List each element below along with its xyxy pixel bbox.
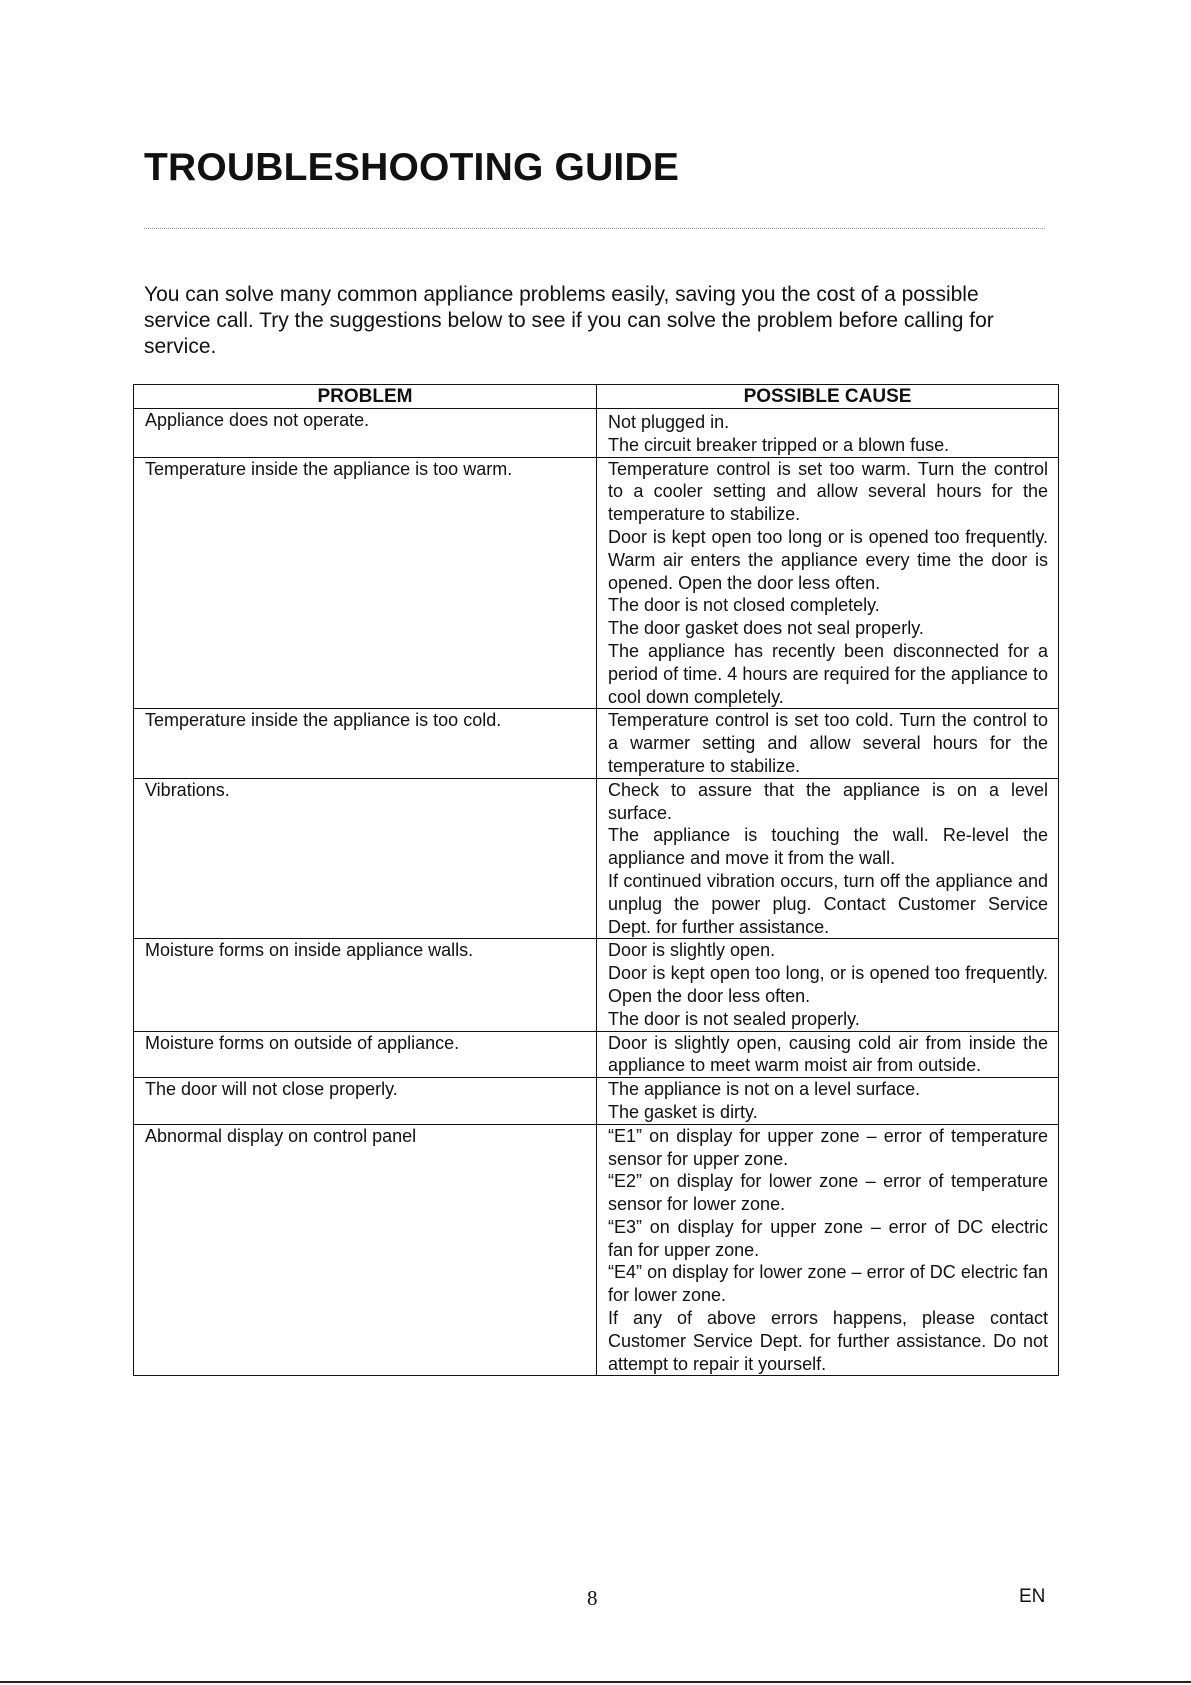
cause-cell [597,778,1059,939]
cause-line: “E3” on display for upper zone – error of DC electric fan for upper zone. [608,1216,1048,1260]
table-row [134,939,1059,1031]
cause-cell [597,709,1059,778]
cause-cell [597,457,1059,709]
cause-line: The door is not closed completely. [608,595,880,616]
header-problem: PROBLEM [134,385,597,409]
cause-line: “E2” on display for lower zone – error of temperature sensor for lower zone. [608,1171,1048,1215]
cause-line: The appliance is touching the wall. Re-level the appliance and move it from the wall. [608,825,1048,869]
problem-cell: Moisture forms on inside appliance walls. [134,939,597,1031]
cause-cell [597,1124,1059,1376]
cause-line: If any of above errors happens, please contact Customer Service Dept. for further assistance. Do not attempt to repair it yourself. [608,1308,1048,1374]
cause-cell [597,409,1059,458]
cause-line: Door is slightly open. [608,940,776,961]
bottom-border [0,1681,1191,1683]
cause-cell [597,1078,1059,1125]
cause-line: The appliance is not on a level surface. [608,1079,921,1100]
table-row [134,709,1059,778]
table-row [134,1078,1059,1125]
cause-line: “E4” on display for lower zone – error of DC electric fan for lower zone. [608,1262,1048,1306]
cause-line: The door gasket does not seal properly. [608,618,924,639]
cause-line: Temperature control is set too warm. Turn the control to a cooler setting and allow several hours for the temperature to stabilize. [608,458,1048,525]
page-number: 8 [587,1586,598,1610]
cause-line: The circuit breaker tripped or a blown fuse. [608,434,950,455]
intro-paragraph: You can solve many common appliance problems easily, saving you the cost of a possible service call. Try the suggestions below to see if you can solve the problem before calling for service. [144,283,994,358]
troubleshooting-table [133,384,1059,1376]
problem-cell: Temperature inside the appliance is too cold. [134,709,597,778]
table-row [134,409,1059,458]
problem-cell: Vibrations. [134,778,597,939]
cause-line: If continued vibration occurs, turn off the appliance and unplug the power plug. Contact Customer Service Dept. for further assistance. [608,870,1048,937]
cause-line: The appliance has recently been disconnected for a period of time. 4 hours are required for the appliance to cool down completely. [608,640,1048,707]
cause-line: Temperature control is set too cold. Turn the control to a warmer setting and allow several hours for the temperature to stabilize. [608,710,1048,776]
language-code: EN [1019,1586,1046,1607]
cause-cell [597,939,1059,1031]
cause-cell [597,1031,1059,1078]
cause-line: Door is kept open too long, or is opened too frequently. Open the door less often. [608,963,1048,1006]
cause-line: “E1” on display for upper zone – error of temperature sensor for upper zone. [608,1125,1048,1169]
cause-line: The gasket is dirty. [608,1101,758,1122]
table-row [134,1031,1059,1078]
problem-cell: Moisture forms on outside of appliance. [134,1031,597,1078]
title-divider [144,228,1045,229]
problem-cell: The door will not close properly. [134,1078,597,1125]
table-row [134,778,1059,939]
cause-line: Check to assure that the appliance is on a level surface. [608,779,1048,823]
cause-line: Not plugged in. [608,412,730,432]
cause-line: Door is slightly open, causing cold air from inside the appliance to meet warm moist air from outside. [608,1032,1048,1076]
problem-cell: Abnormal display on control panel [134,1124,597,1376]
table-header-row [134,385,1059,409]
cause-line: The door is not sealed properly. [608,1008,860,1029]
problem-cell: Appliance does not operate. [134,409,597,458]
page-title: TROUBLESHOOTING GUIDE [144,146,680,189]
table-row [134,457,1059,709]
table-row [134,1124,1059,1376]
problem-cell: Temperature inside the appliance is too warm. [134,457,597,709]
header-possible-cause: POSSIBLE CAUSE [597,385,1059,409]
cause-line: Door is kept open too long or is opened too frequently. Warm air enters the appliance every time the door is opened. Open the door less often. [608,526,1048,593]
